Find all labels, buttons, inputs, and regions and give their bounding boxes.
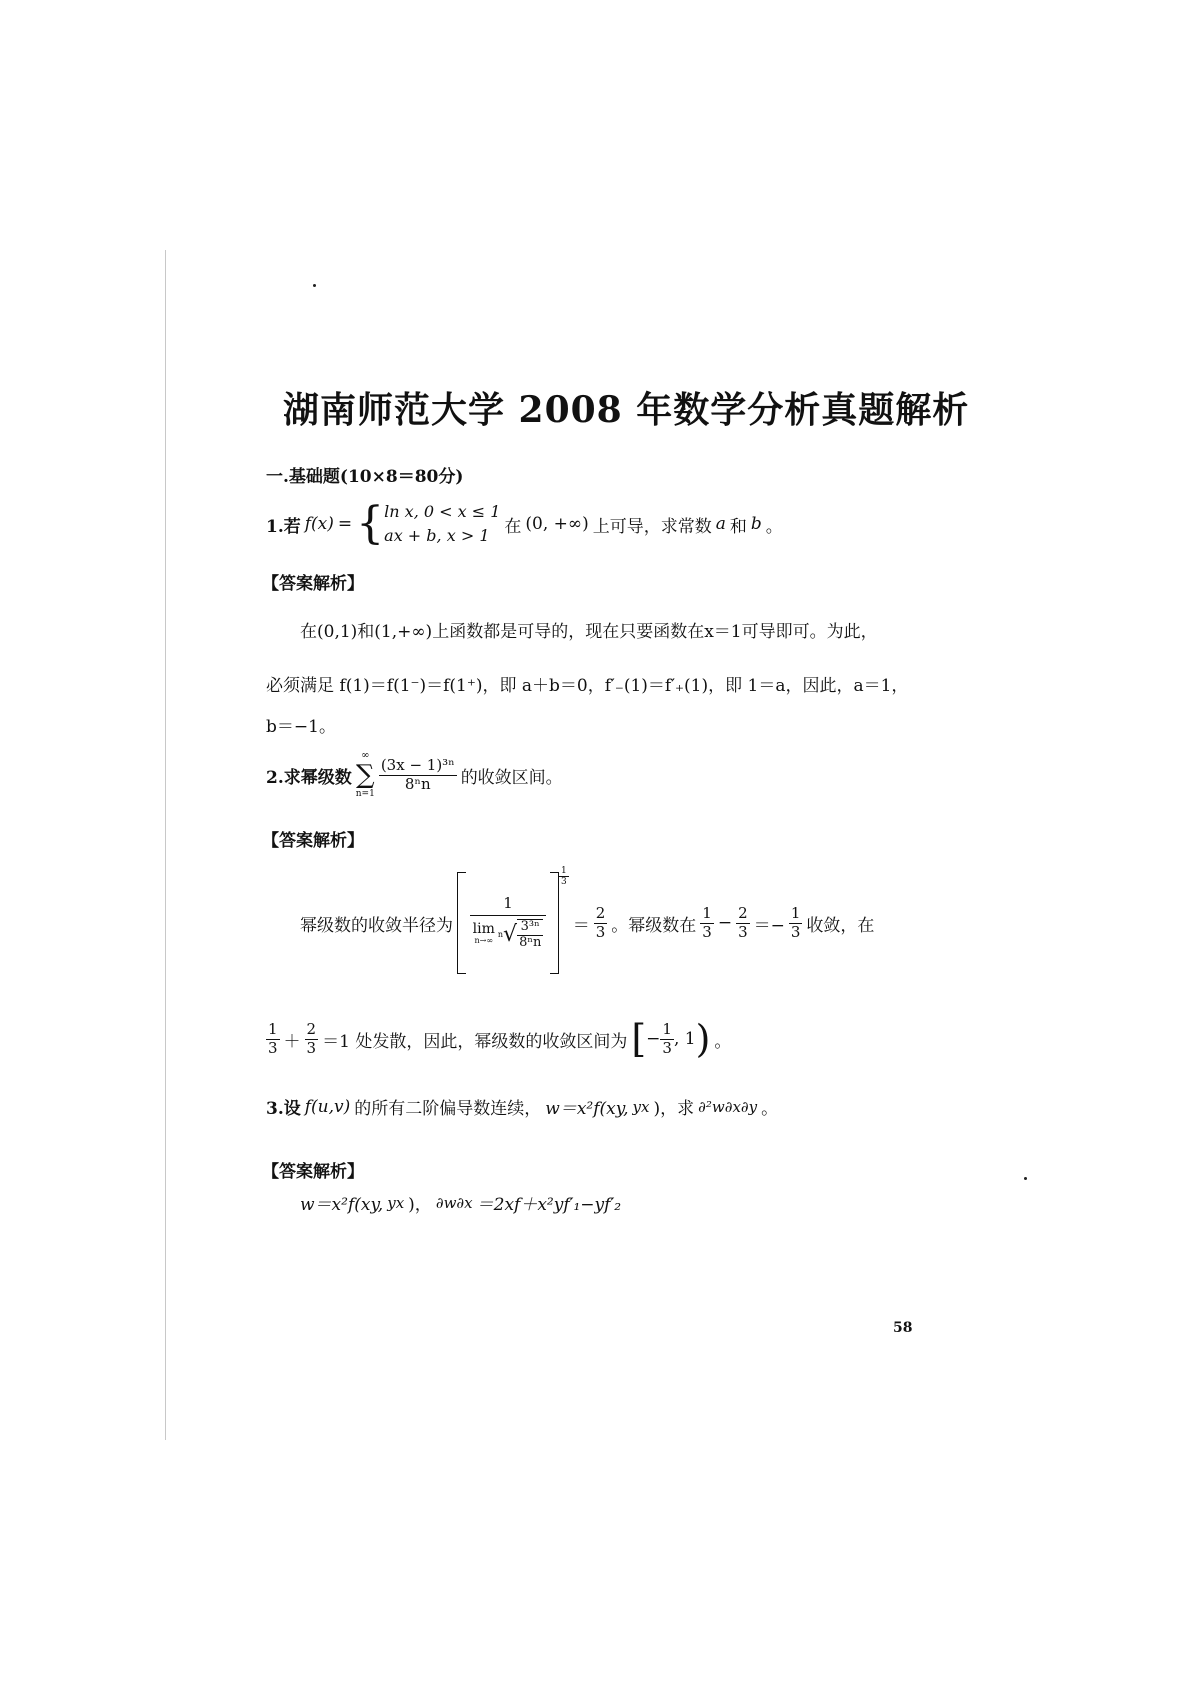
exponent: $\frac{1}{3}$ [561, 866, 567, 888]
scan-speck [313, 284, 316, 287]
answer-heading-1: 【答案解析】 [262, 574, 364, 594]
series-term: $\frac{\text{(3x − 1)³ⁿ}}{\text{8ⁿn}}$ [380, 756, 455, 793]
answer-2-line-1: 幂级数的收敛半径为 1 lim n→∞ n √ $\frac{\text{3³ⁿ}}{\text{8ⁿn}}$ $\frac{1}{3}$ ＝ $\frac{2}{3}$ 。幂级数在 $\frac{1}{3}$ − $\frac{2}{3}$ ＝− $\frac{1}{3}$ 收敛，在 [300, 872, 874, 974]
page-number: 58 [893, 1320, 913, 1336]
question-2: 2.求幂级数 ∞ ∑ n=1 $\frac{\text{(3x − 1)³ⁿ}}{\text{8ⁿn}}$ 的收敛区间。 [266, 750, 563, 799]
answer-3-line-1: w＝x²f(xy, yx )， ∂w∂x ＝2xf＋x²yf′₁−yf′₂ [300, 1193, 622, 1215]
question-3: 3.设 f(u,v) 的所有二阶偏导数连续， w＝x²f(xy, yx )，求 ∂²w∂x∂y 。 [266, 1096, 779, 1119]
summation: ∞ ∑ n=1 [355, 750, 375, 799]
page-margin-line [165, 250, 166, 1440]
answer-heading-2: 【答案解析】 [262, 831, 364, 851]
convergence-interval: [ − $\frac{1}{3}$ , 1 ) [631, 1017, 711, 1061]
radius-expression: 1 lim n→∞ n √ $\frac{\text{3³ⁿ}}{\text{8ⁿn}}$ $\frac{1}{3}$ [457, 872, 569, 974]
answer-2-line-2: $\frac{1}{3}$ ＋ $\frac{2}{3}$ ＝1 处发散，因此，幂级数的收敛区间为 [ − $\frac{1}{3}$ , 1 ) 。 [268, 1017, 732, 1061]
scan-speck [1024, 1177, 1027, 1180]
page-title: 湖南师范大学 2008 年数学分析真题解析 [283, 389, 970, 431]
answer-1-line-3: b＝−1。 [266, 717, 336, 737]
answer-heading-3: 【答案解析】 [262, 1162, 364, 1182]
piecewise-definition: { ln x, 0 < x ≤ 1 ax + b, x > 1 [356, 498, 501, 549]
case-2: ax + b, x > 1 [384, 526, 490, 545]
answer-1-line-1: 在(0,1)和(1,+∞)上函数都是可导的，现在只要函数在x＝1可导即可。为此， [300, 622, 878, 642]
question-1: 1.若 f(x) = { ln x, 0 < x ≤ 1 ax + b, x > 1 在 (0, +∞) 上可导，求常数 a 和 b 。 [266, 498, 783, 549]
section-heading: 一.基础题(10×8＝80分) [266, 467, 464, 487]
answer-1-line-2: 必须满足 f(1)＝f(1⁻)＝f(1⁺)，即 a＋b＝0，f′₋(1)＝f′₊(1)，即 1＝a，因此，a＝1， [266, 676, 909, 696]
case-1: ln x, 0 < x ≤ 1 [384, 502, 501, 521]
